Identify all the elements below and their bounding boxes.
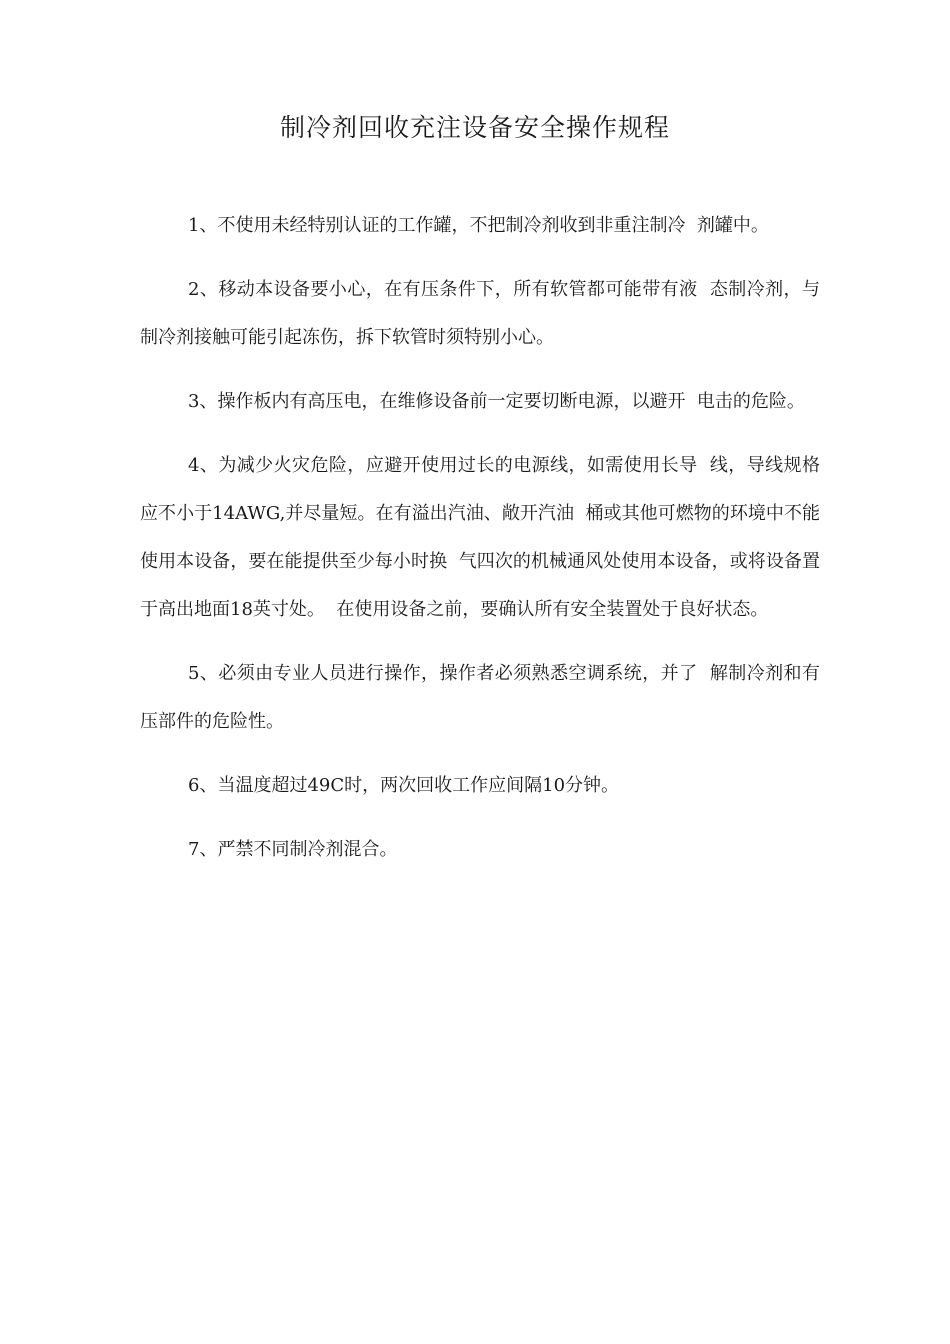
document-body [140, 202, 820, 890]
paragraph-5: 5、必须由专业人员进行操作，操作者必须熟悉空调系统，并了 解制冷剂和有压部件的危险性。 [140, 663, 820, 732]
paragraph-2: 2、移动本设备要小心，在有压条件下，所有软管都可能带有液 态制冷剂，与制冷剂接触可能引起冻伤，拆下软管时须特别小心。 [140, 279, 820, 348]
paragraph-7: 7、严禁不同制冷剂混合。 [188, 839, 398, 860]
paragraph-3: 3、操作板内有高压电，在维修设备前一定要切断电源，以避开 电击的危险。 [188, 391, 805, 412]
paragraph-1: 1、不使用未经特别认证的工作罐，不把制冷剂收到非重注制冷 剂罐中。 [188, 215, 769, 236]
paragraph-4: 4、为减少火灾危险，应避开使用过长的电源线，如需使用长导 线，导线规格应不小于14AWG,并尽量短。在有溢出汽油、敞开汽油 桶或其他可燃物的环境中不能使用本设备，要在能提供至少每小时换 气四次的机械通风处使用本设备，或将设备置于高出地面18英寸处。 在使用设备之前，要确认所有安全装置处于良好状态。 [140, 455, 820, 620]
document-title: 制冷剂回收充注设备安全操作规程 [279, 113, 670, 142]
paragraph-6: 6、当温度超过49C时，两次回收工作应间隔10分钟。 [188, 775, 620, 796]
